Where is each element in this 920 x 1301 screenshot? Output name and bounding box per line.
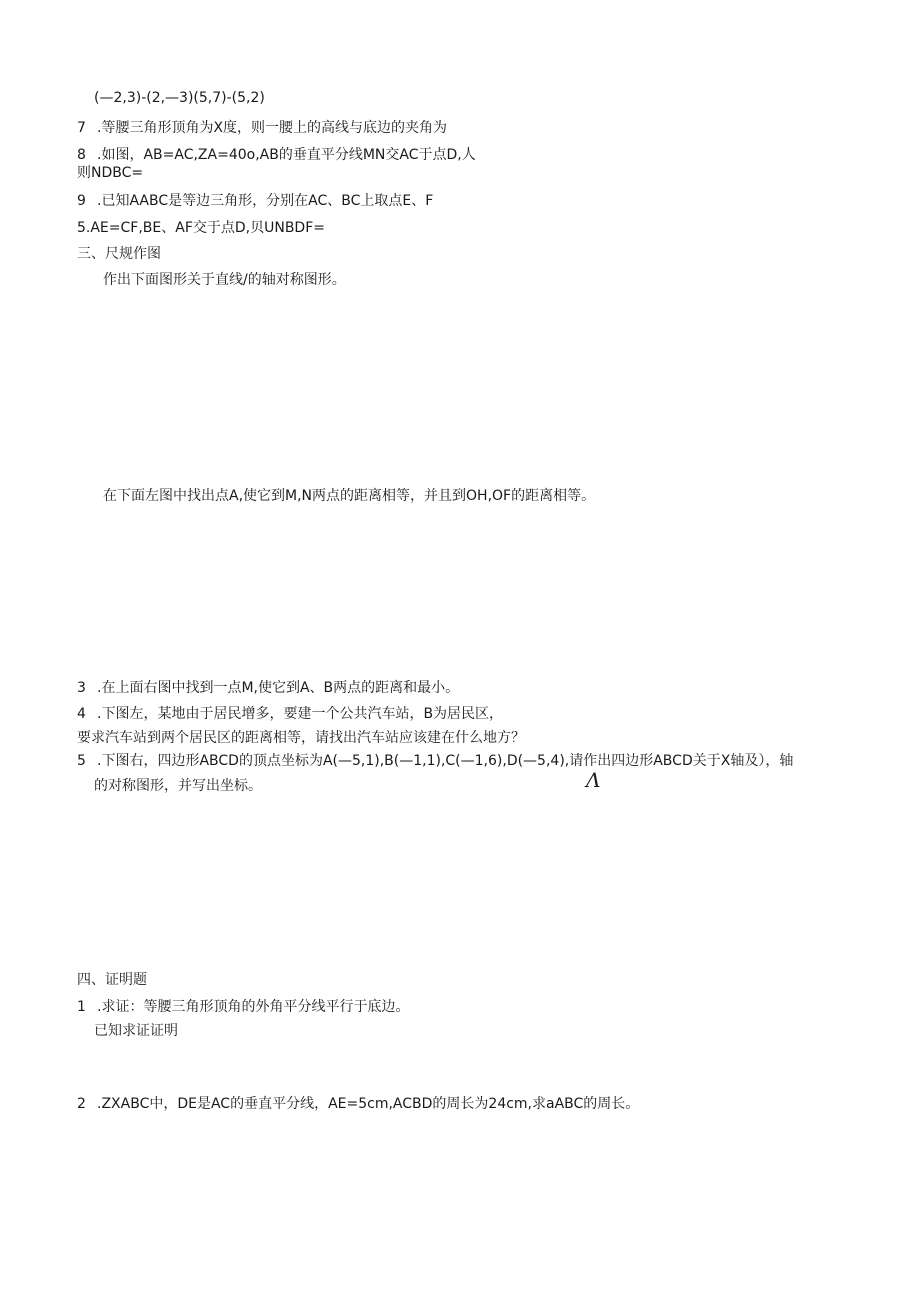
question-9-continuation: 5.AE=CF,BE、AF交于点D,贝UNBDF= bbox=[77, 220, 325, 236]
question-number: 5 bbox=[77, 753, 86, 769]
question-8 bbox=[77, 146, 476, 164]
proof-question-2 bbox=[77, 1095, 639, 1113]
question-text: .如图，AB=AC,ZA=40o,AB的垂直平分线MN交AC于点D,人 bbox=[97, 147, 476, 163]
construction-task-4-continuation: 要求汽车站到两个居民区的距离相等，请找出汽车站应该建在什么地方？ bbox=[77, 730, 525, 746]
question-number: 4 bbox=[77, 706, 86, 722]
question-number: 1 bbox=[77, 999, 86, 1015]
proof-question-1-continuation: 已知求证证明 bbox=[94, 1023, 178, 1039]
question-text: .求证：等腰三角形顶角的外角平分线平行于底边。 bbox=[97, 999, 410, 1015]
question-7 bbox=[77, 119, 447, 137]
section-4-heading: 四、证明题 bbox=[77, 972, 147, 988]
construction-task-4 bbox=[77, 705, 503, 723]
question-text: .等腰三角形顶角为X度，则一腰上的高线与底边的夹角为 bbox=[97, 120, 448, 136]
construction-task-3 bbox=[77, 679, 459, 697]
question-text: .下图左，某地由于居民增多，要建一个公共汽车站，B为居民区， bbox=[97, 706, 504, 722]
question-text: .在上面右图中找到一点M,使它到A、B两点的距离和最小。 bbox=[97, 680, 460, 696]
proof-question-1 bbox=[77, 998, 409, 1016]
section-3-heading: 三、尺规作图 bbox=[77, 246, 161, 262]
question-text: .ZXABC中，DE是AC的垂直平分线，AE=5cm,ACBD的周长为24cm,求aABC的周长。 bbox=[97, 1096, 640, 1112]
question-text: .下图右，四边形ABCD的顶点坐标为A(—5,1),B(—1,1),C(—1,6),D(—5,4),请作出四边形ABCD关于X轴及），轴 bbox=[97, 753, 794, 769]
question-number: 9 bbox=[77, 193, 86, 209]
coordinate-fragment: (—2,3)-(2,—3)(5,7)-(5,2) bbox=[94, 90, 265, 106]
question-text: .已知AABC是等边三角形，分别在AC、BC上取点E、F bbox=[97, 193, 434, 209]
question-number: 3 bbox=[77, 680, 86, 696]
question-number: 8 bbox=[77, 147, 86, 163]
figure-stray-glyph: Λ bbox=[586, 768, 601, 792]
question-number: 7 bbox=[77, 120, 86, 136]
question-9 bbox=[77, 192, 433, 210]
question-number: 2 bbox=[77, 1096, 86, 1112]
construction-task-2: 在下面左图中找出点A,使它到M,N两点的距离相等，并且到OH,OF的距离相等。 bbox=[103, 488, 596, 504]
construction-task-1: 作出下面图形关于直线/的轴对称图形。 bbox=[103, 272, 346, 288]
question-8-continuation: 则NDBC= bbox=[77, 165, 144, 181]
construction-task-5 bbox=[77, 752, 793, 770]
construction-task-5-continuation: 的对称图形，并写出坐标。 bbox=[94, 778, 262, 794]
